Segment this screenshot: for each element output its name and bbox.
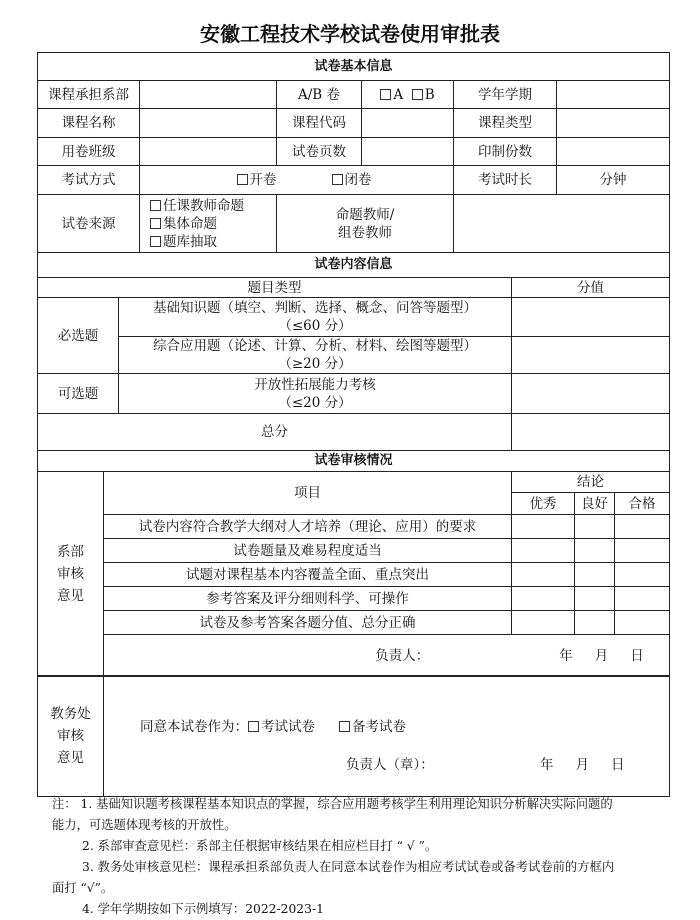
check-cell[interactable]: [512, 611, 575, 635]
exam-paper-label: 考试试卷: [261, 719, 315, 735]
check-cell[interactable]: [575, 587, 615, 611]
grade-excellent: 优秀: [512, 493, 575, 515]
month-label: 月: [594, 647, 609, 664]
dept-field[interactable]: [140, 81, 277, 109]
check-cell[interactable]: [615, 539, 670, 563]
teacher-label-line1: 命题教师/: [335, 206, 395, 223]
closed-book-label: 闭卷: [344, 172, 372, 188]
check-cell[interactable]: [575, 611, 615, 635]
notes: [52, 794, 682, 920]
checkbox-backup-paper[interactable]: [339, 721, 350, 732]
checkbox-a[interactable]: [380, 89, 391, 100]
course-type-field[interactable]: [557, 109, 670, 138]
basic-score-field[interactable]: [512, 298, 670, 337]
office-signature-line[interactable]: [346, 756, 434, 774]
applied-question-type: [119, 337, 512, 374]
check-cell[interactable]: [615, 587, 670, 611]
total-score-field[interactable]: [512, 414, 670, 451]
pages-label: 试卷页数: [277, 138, 362, 166]
source-option-label: 集体命题: [163, 215, 217, 232]
year-label: 年: [540, 757, 554, 773]
applied-q-line2: （≥20 分）: [278, 356, 352, 372]
open-book-label: 开卷: [249, 172, 277, 188]
open-score-field[interactable]: [512, 374, 670, 414]
applied-q-line1: 综合应用题（论述、计算、分析、材料、绘图等题型）: [153, 338, 477, 354]
open-question-type: [119, 374, 512, 414]
class-field[interactable]: [140, 138, 277, 166]
check-cell[interactable]: [615, 563, 670, 587]
responsible-label: 负责人：: [375, 647, 430, 664]
review-item: 试卷题量及难易程度适当: [104, 539, 512, 563]
content-info-table: [37, 252, 670, 451]
copies-field[interactable]: [557, 138, 670, 166]
dept-review-label: [38, 472, 104, 677]
open-q-line1: 开放性拓展能力考核: [254, 376, 376, 393]
label-line: 意见: [57, 750, 84, 766]
review-item: 试卷内容符合教学大纲对人才培养（理论、应用）的要求: [104, 515, 512, 539]
pages-field[interactable]: [362, 138, 454, 166]
option-a-label: A: [393, 86, 404, 103]
review-table: [37, 450, 670, 677]
type-header: 题目类型: [38, 278, 512, 298]
label-line: 审核: [57, 728, 84, 744]
section-basic-info: 试卷基本信息: [38, 53, 670, 81]
review-item: 试题对课程基本内容覆盖全面、重点突出: [104, 563, 512, 587]
label-line: 意见: [57, 588, 84, 604]
required-label: 必选题: [38, 298, 119, 374]
basic-q-line2: （≤60 分）: [278, 318, 352, 334]
office-review-label: [38, 676, 104, 797]
duration-label: 考试时长: [454, 166, 557, 195]
exam-mode-label: 考试方式: [38, 166, 140, 195]
basic-question-type: [119, 298, 512, 337]
source-label: 试卷来源: [38, 195, 140, 253]
conclusion-header: 结论: [512, 472, 670, 493]
note-3: 3. 教务处审核意见栏：课程承担系部负责人在同意本试卷作为相应考试试卷或备考试卷前的方框内: [82, 860, 615, 874]
check-cell[interactable]: [512, 563, 575, 587]
checkbox-exam-paper[interactable]: [248, 721, 259, 732]
checkbox-source-bank[interactable]: [150, 236, 161, 247]
open-q-line2: （≤20 分）: [278, 394, 352, 411]
day-label: 日: [611, 757, 625, 773]
term-label: 学年学期: [454, 81, 557, 109]
note-1: [52, 794, 682, 815]
course-name-label: 课程名称: [38, 109, 140, 138]
check-cell[interactable]: [615, 611, 670, 635]
grade-pass: 合格: [615, 493, 670, 515]
section-review: 试卷审核情况: [38, 451, 670, 472]
note-3-cont: 面打 “√”。: [52, 881, 114, 895]
office-date: [540, 756, 625, 774]
checkbox-open-book[interactable]: [237, 174, 248, 185]
item-header: 项目: [104, 472, 512, 515]
notes-prefix: 注：: [52, 797, 77, 811]
section-content-info: 试卷内容信息: [38, 253, 670, 278]
office-review-content: [104, 676, 670, 797]
note-1-cont: 能力，可选题体现考核的开放性。: [52, 818, 237, 832]
ab-label: A/B 卷: [277, 81, 362, 109]
score-header: 分值: [512, 278, 670, 298]
grade-good: 良好: [575, 493, 615, 515]
check-cell[interactable]: [575, 539, 615, 563]
course-code-field[interactable]: [362, 109, 454, 138]
term-field[interactable]: [557, 81, 670, 109]
basic-info-table: [37, 52, 670, 253]
label-line: 教务处: [50, 706, 91, 722]
dept-signature-row[interactable]: [104, 635, 670, 677]
course-type-label: 课程类型: [454, 109, 557, 138]
source-option-label: 任课教师命题: [163, 197, 244, 214]
review-item: 试卷及参考答案各题分值、总分正确: [104, 611, 512, 635]
note-4: 4. 学年学期按如下示例填写：2022-2023-1: [82, 902, 324, 916]
checkbox-source-group[interactable]: [150, 218, 161, 229]
check-cell[interactable]: [575, 563, 615, 587]
duration-unit: 分钟: [599, 172, 627, 188]
month-label: 月: [575, 757, 589, 773]
teacher-label: [277, 195, 454, 253]
source-options: [140, 195, 277, 253]
note-text: 1. 基础知识题考核课程基本知识点的掌握，综合应用题考核学生利用理论知识分析解决实际问题的: [80, 797, 613, 811]
teacher-field[interactable]: [454, 195, 670, 253]
year-label: 年: [559, 647, 573, 664]
label-line: 审核: [57, 566, 84, 582]
review-item: 参考答案及评分细则科学、可操作: [104, 587, 512, 611]
checkbox-source-teacher[interactable]: [150, 200, 161, 211]
checkbox-closed-book[interactable]: [332, 174, 343, 185]
backup-paper-label: 备考试卷: [352, 719, 406, 735]
day-label: 日: [630, 647, 644, 664]
check-cell[interactable]: [615, 515, 670, 539]
note-2: 2. 系部审查意见栏：系部主任根据审核结果在相应栏目打 “ √ ”。: [82, 839, 438, 853]
optional-label: 可选题: [38, 374, 119, 414]
agree-line: [140, 718, 406, 736]
check-cell[interactable]: [575, 515, 615, 539]
check-cell[interactable]: [512, 515, 575, 539]
applied-score-field[interactable]: [512, 337, 670, 374]
checkbox-b[interactable]: [412, 89, 423, 100]
dept-label: 课程承担系部: [38, 81, 140, 109]
total-label: 总分: [38, 414, 512, 451]
duration-field[interactable]: [557, 166, 670, 195]
course-code-label: 课程代码: [277, 109, 362, 138]
copies-label: 印制份数: [454, 138, 557, 166]
office-responsible-label: 负责人（章）：: [346, 757, 434, 773]
teacher-label-line2: 组卷教师: [338, 224, 392, 241]
check-cell[interactable]: [512, 587, 575, 611]
exam-mode-options: [140, 166, 454, 195]
option-b-label: B: [424, 86, 435, 103]
source-option-label: 题库抽取: [163, 233, 217, 250]
basic-q-line1: 基础知识题（填空、判断、选择、概念、问答等题型）: [153, 300, 477, 316]
agree-text: 同意本试卷作为：: [140, 719, 248, 735]
ab-options: [362, 81, 454, 109]
class-label: 用卷班级: [38, 138, 140, 166]
course-name-field[interactable]: [140, 109, 277, 138]
label-line: 系部: [57, 544, 84, 560]
check-cell[interactable]: [512, 539, 575, 563]
office-review-table: [37, 675, 670, 797]
page-title: 安徽工程技术学校试卷使用审批表: [200, 22, 500, 46]
